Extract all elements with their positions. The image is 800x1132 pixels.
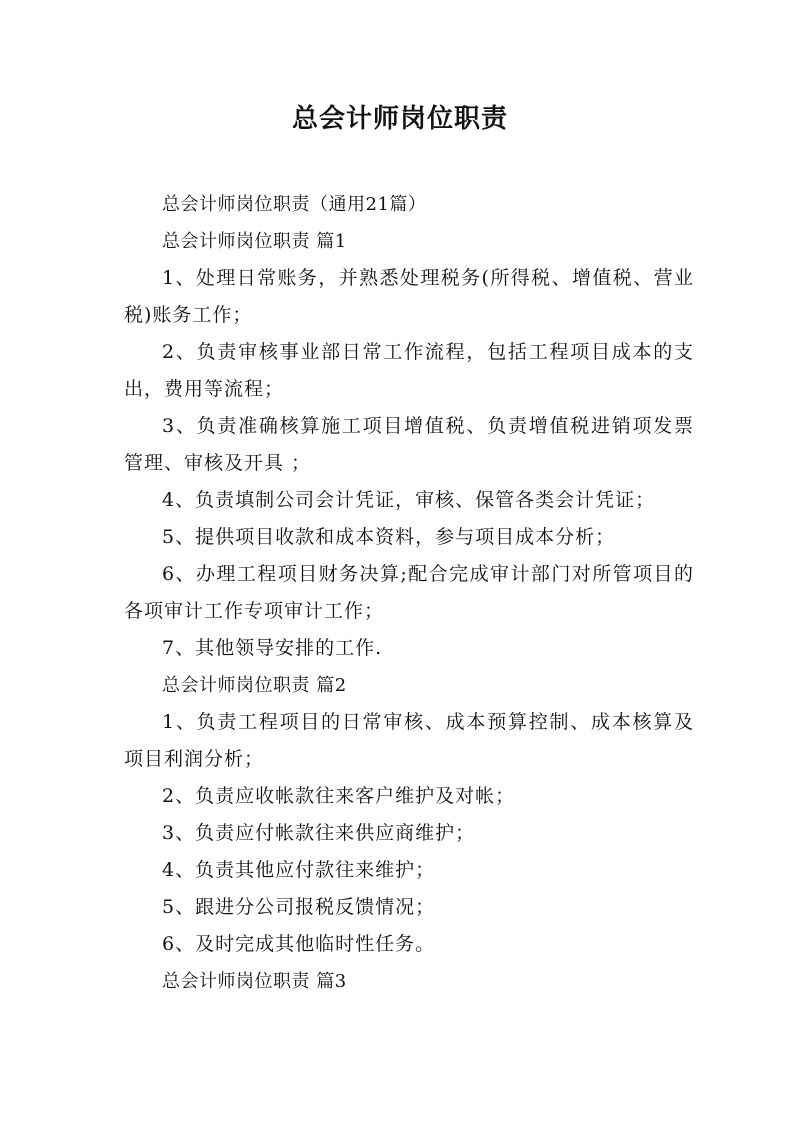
section-heading: 总会计师岗位职责 篇2 (162, 675, 347, 696)
list-item: 6、及时完成其他临时性任务。 (162, 933, 436, 955)
section-heading: 总会计师岗位职责 篇3 (162, 971, 347, 992)
list-item: 2、负责应收帐款往来客户维护及对帐； (162, 785, 516, 807)
list-item: 2、负责审核事业部日常工作流程，包括工程项目成本的支出，费用等流程； (124, 341, 694, 400)
document-intro: 总会计师岗位职责（通用21篇） (162, 194, 427, 215)
list-item: 5、提供项目收款和成本资料，参与项目成本分析； (162, 526, 616, 548)
list-item: 6、办理工程项目财务决算;配合完成审计部门对所管项目的各项审计工作专项审计工作； (124, 563, 694, 622)
document-body (124, 186, 694, 1000)
list-item: 4、负责其他应付款往来维护； (162, 859, 436, 881)
list-item: 1、处理日常账务，并熟悉处理税务(所得税、增值税、营业税)账务工作； (124, 267, 694, 326)
list-item: 3、负责准确核算施工项目增值税、负责增值税进销项发票管理、审核及开具 ； (124, 415, 694, 474)
list-item: 7、其他领导安排的工作. (162, 637, 383, 659)
section-heading: 总会计师岗位职责 篇1 (162, 231, 347, 252)
list-item: 5、跟进分公司报税反馈情况； (162, 896, 436, 918)
list-item: 1、负责工程项目的日常审核、成本预算控制、成本核算及项目利润分析； (124, 711, 694, 770)
list-item: 4、负责填制公司会计凭证，审核、保管各类会计凭证； (162, 489, 656, 511)
document-title: 总会计师岗位职责 (291, 104, 508, 134)
list-item: 3、负责应付帐款往来供应商维护； (162, 822, 476, 844)
